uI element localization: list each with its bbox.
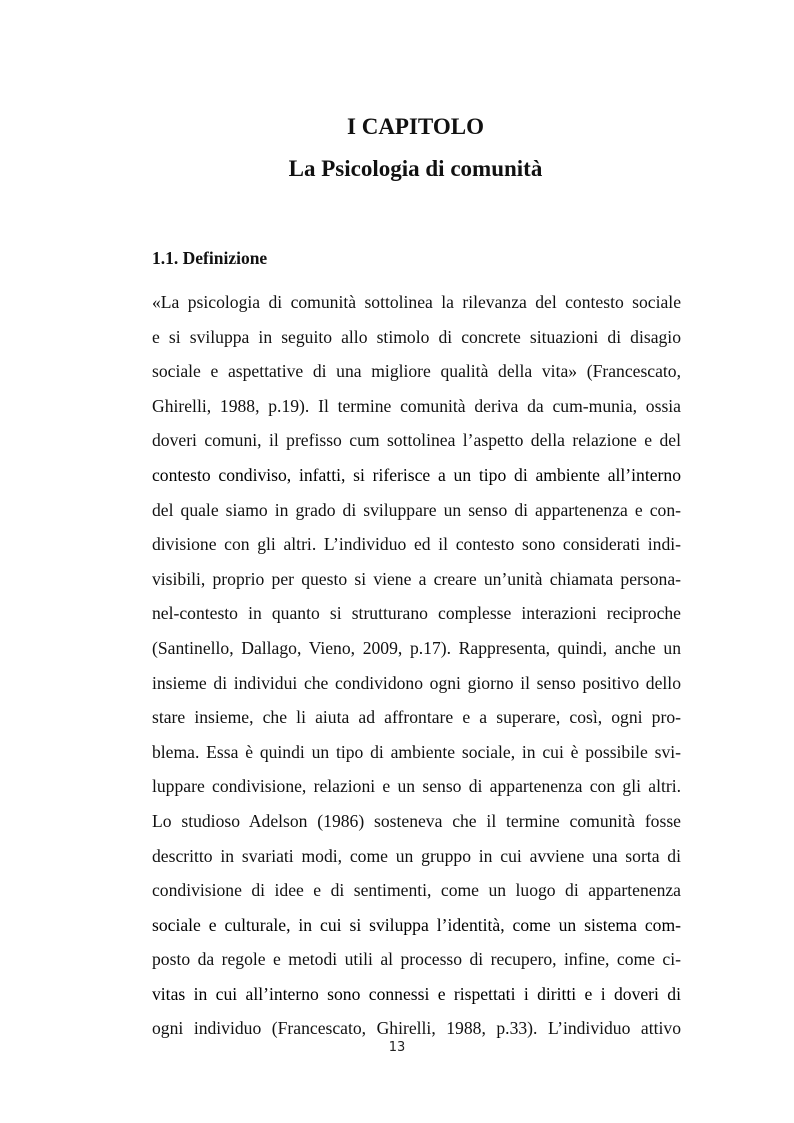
text-line: (Santinello, Dallago, Vieno, 2009, p.17). Rappresenta, quindi, anche un [152,637,681,658]
text-line: stare insieme, che li aiuta ad affrontare e a superare, così, ogni pro- [152,707,681,728]
text-line: e si sviluppa in seguito allo stimolo di concrete situazioni di disagio [152,326,681,347]
text-line: contesto condiviso, infatti, si riferisce a un tipo di ambiente all’interno [152,464,681,485]
text-line: sociale e aspettative di una migliore qualità della vita» (Francescato, [152,361,681,382]
text-line: del quale siamo in grado di sviluppare un senso di appartenenza e con- [152,499,681,520]
text-line: divisione con gli altri. L’individuo ed il contesto sono considerati indi- [152,534,681,555]
text-line: «La psicologia di comunità sottolinea la rilevanza del contesto sociale [152,292,681,312]
text-line: visibili, proprio per questo si viene a creare un’unità chiamata persona- [152,568,681,589]
text-line: blema. Essa è quindi un tipo di ambiente sociale, in cui è possibile svi- [152,741,681,762]
text-line: doveri comuni, il prefisso cum sottolinea l’aspetto della relazione e del [152,430,681,451]
section-title: 1.1. Definizione [152,248,268,268]
text-line: luppare condivisione, relazioni e un senso di appartenenza con gli altri. [152,776,681,797]
text-line: nel-contesto in quanto si strutturano complesse interazioni reciproche [152,603,681,624]
page-number: 13 [388,1040,406,1055]
text-line: sociale e culturale, in cui si sviluppa l’identità, come un sistema com- [152,914,681,935]
text-line: Ghirelli, 1988, p.19). Il termine comunità deriva da cum-munia, ossia [152,395,681,416]
text-line: vitas in cui all’interno sono connessi e rispettati i diritti e i doveri di [152,983,681,1004]
text-line: insieme di individui che condividono ogni giorno il senso positivo dello [152,672,681,693]
chapter-number: I CAPITOLO [347,114,484,139]
text-line: posto da regole e metodi utili al processo di recupero, infine, come ci- [152,949,681,970]
chapter-title: La Psicologia di comunità [288,156,543,181]
text-line: Lo studioso Adelson (1986) sosteneva che il termine comunità fosse [152,810,681,831]
body-paragraph [152,285,681,1046]
text-line: descritto in svariati modi, come un gruppo in cui avviene una sorta di [152,845,681,866]
text-line: condivisione di idee e di sentimenti, come un luogo di appartenenza [152,880,681,901]
text-line: ogni individuo (Francescato, Ghirelli, 1988, p.33). L’individuo attivo [152,1018,681,1039]
